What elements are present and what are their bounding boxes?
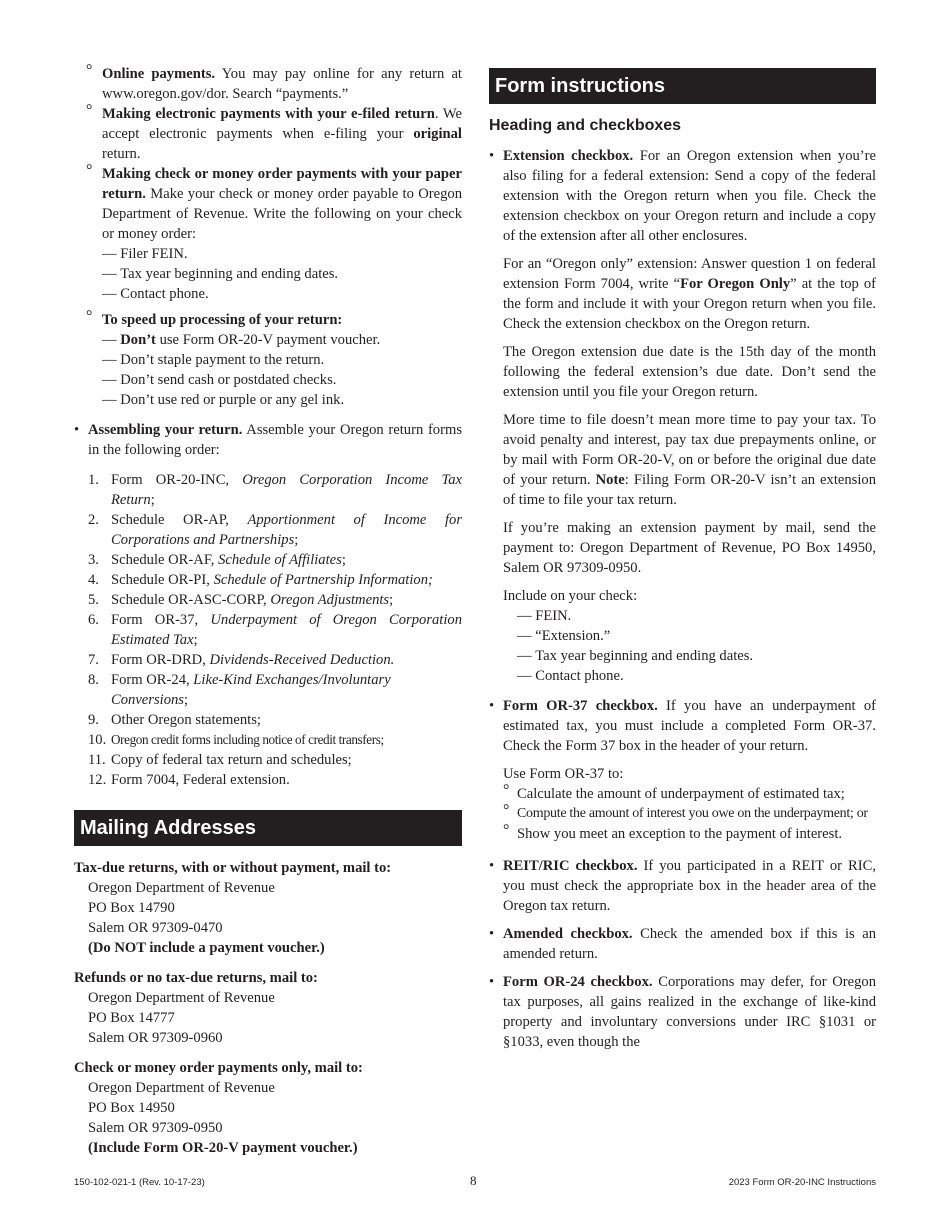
order-item: 7. Form OR-DRD, Dividends-Received Deduction. [88, 652, 395, 668]
mail-line: PO Box 14777 [88, 1010, 175, 1026]
mail-line: Salem OR 97309-0470 [88, 920, 223, 936]
order-item: 6. Form OR-37, Underpayment of Oregon Corporation Estimated Tax; [88, 612, 462, 648]
heading-checkboxes-subheading: Heading and checkboxes [489, 117, 682, 134]
order-item: 10. Oregon credit forms including notice of credit transfers; [88, 732, 384, 748]
mail-block-refunds [74, 968, 462, 1048]
order-item: 2. Schedule OR-AP, Apportionment of Income for Corporations and Partnerships; [88, 512, 462, 548]
mail-line: PO Box 14790 [88, 900, 175, 916]
extension-due-date-para: The Oregon extension due date is the 15th day of the month following the federal extension’s due date. Don’t send the extension until you file your Oregon return. [503, 344, 876, 400]
use-item: ° Compute the amount of interest you owe on the underpayment; or [503, 804, 876, 824]
use-item: ° Show you meet an exception to the payment of interest. [503, 824, 876, 844]
use-form-or37-label: Use Form OR-37 to: [503, 766, 624, 782]
mail-heading: Tax-due returns, with or without payment, mail to: [74, 860, 392, 876]
footer-form-number: 150-102-021-1 (Rev. 10-17-23) [74, 1177, 205, 1188]
check-write-item: — Contact phone. [74, 284, 462, 304]
left-column [74, 64, 462, 1158]
use-item: ° Calculate the amount of underpayment of estimated tax; [503, 784, 876, 804]
footer-document-title: 2023 Form OR-20-INC Instructions [728, 1177, 876, 1188]
use-or37-list [489, 784, 876, 844]
mail-block-payments [74, 1058, 462, 1158]
form-or24-checkbox-item: • Form OR-24 checkbox. Corporations may defer, for Oregon tax purposes, all gains realized in the exchange of like-kind property and involuntary conversions under IRC §1031 or §1033, even though the [489, 972, 876, 1052]
mail-line: Oregon Department of Revenue [88, 880, 275, 896]
extension-checkbox-item: • Extension checkbox. For an Oregon extension when you’re also filing for a federal extension: Send a copy of the federal extension with the Oregon return when you file. Check the extension checkbox on your Oregon return and include a copy of the extension after all other enclosures. [489, 146, 876, 246]
check-write-item: — Tax year beginning and ending dates. [74, 264, 462, 284]
mail-line: Oregon Department of Revenue [88, 1080, 275, 1096]
extension-payment-mail-para: If you’re making an extension payment by mail, send the payment to: Oregon Department of Revenue, PO Box 14950, Salem OR 97309-0950. [503, 520, 876, 576]
order-item: 9. Other Oregon statements; [88, 712, 261, 728]
mail-note: (Include Form OR-20-V payment voucher.) [88, 1140, 358, 1156]
order-item: 8. Form OR-24, Like-Kind Exchanges/Involuntary Conversions; [88, 672, 391, 708]
speed-item: — Don’t send cash or postdated checks. [74, 370, 462, 390]
mailing-addresses-banner: Mailing Addresses [74, 810, 462, 846]
speed-item: — Don’t use Form OR-20-V payment voucher. [74, 330, 462, 350]
mail-line: Salem OR 97309-0960 [88, 1030, 223, 1046]
reit-ric-checkbox-item: • REIT/RIC checkbox. If you participated in a REIT or RIC, you must check the appropriate box in the header area of the Oregon tax return. [489, 856, 876, 916]
order-item: 12. Form 7004, Federal extension. [88, 772, 290, 788]
assembling-return-item: • Assembling your return. Assemble your Oregon return forms in the following order: [74, 420, 462, 460]
mail-line: Salem OR 97309-0950 [88, 1120, 223, 1136]
mail-line: Oregon Department of Revenue [88, 990, 275, 1006]
order-item: 3. Schedule OR-AF, Schedule of Affiliates; [88, 552, 346, 568]
assembly-order-list [74, 470, 462, 790]
online-payments-item: ° Online payments. You may pay online for any return at www.oregon.gov/dor. Search “payments.” [74, 64, 462, 104]
mail-block-tax-due [74, 858, 462, 958]
form-instructions-banner: Form instructions [489, 68, 876, 104]
include-item: — Tax year beginning and ending dates. [489, 646, 876, 666]
order-item: 11. Copy of federal tax return and schedules; [88, 752, 352, 768]
speed-processing-heading: ° To speed up processing of your return: [74, 310, 462, 330]
mail-note: (Do NOT include a payment voucher.) [88, 940, 325, 956]
speed-item: — Don’t staple payment to the return. [74, 350, 462, 370]
amended-checkbox-item: • Amended checkbox. Check the amended box if this is an amended return. [489, 924, 876, 964]
electronic-payments-item: ° Making electronic payments with your e-filed return. We accept electronic payments when e-filing your original return. [74, 104, 462, 164]
include-item: — Contact phone. [489, 666, 876, 686]
form-or37-checkbox-item: • Form OR-37 checkbox. If you have an underpayment of estimated tax, you must include a completed Form OR-37. Check the Form 37 box in the header of your return. [489, 696, 876, 756]
mail-heading: Refunds or no tax-due returns, mail to: [74, 970, 318, 986]
include-item: — “Extension.” [489, 626, 876, 646]
speed-item: — Don’t use red or purple or any gel ink. [74, 390, 462, 410]
order-item: 1. Form OR-20-INC, Oregon Corporation Income Tax Return; [88, 472, 462, 508]
check-write-item: — Filer FEIN. [74, 244, 462, 264]
oregon-only-extension-para: For an “Oregon only” extension: Answer question 1 on federal extension Form 7004, write “For Oregon Only” at the top of the form and include it with your Oregon return when you file. Check the extension checkbox on the Oregon return. [503, 256, 877, 332]
order-item: 5. Schedule OR-ASC-CORP, Oregon Adjustments; [88, 592, 394, 608]
order-item: 4. Schedule OR-PI, Schedule of Partnership Information; [88, 572, 433, 588]
include-item: — FEIN. [489, 606, 876, 626]
include-on-check-label: Include on your check: [503, 588, 638, 604]
right-column [489, 64, 876, 1052]
mail-heading: Check or money order payments only, mail to: [74, 1060, 363, 1076]
page-number: 8 [470, 1173, 477, 1188]
mail-line: PO Box 14950 [88, 1100, 175, 1116]
check-payments-item: ° Making check or money order payments with your paper return. Make your check or money order payable to Oregon Department of Revenue. Write the following on your check or money order: [74, 164, 462, 244]
time-to-pay-para: More time to file doesn’t mean more time to pay your tax. To avoid penalty and interest, pay tax due prepayments online, or by mail with Form OR-20-V, on or before the original due date of your return. Note: Filing Form OR-20-V isn’t an extension of time to file your tax return. [503, 412, 876, 508]
